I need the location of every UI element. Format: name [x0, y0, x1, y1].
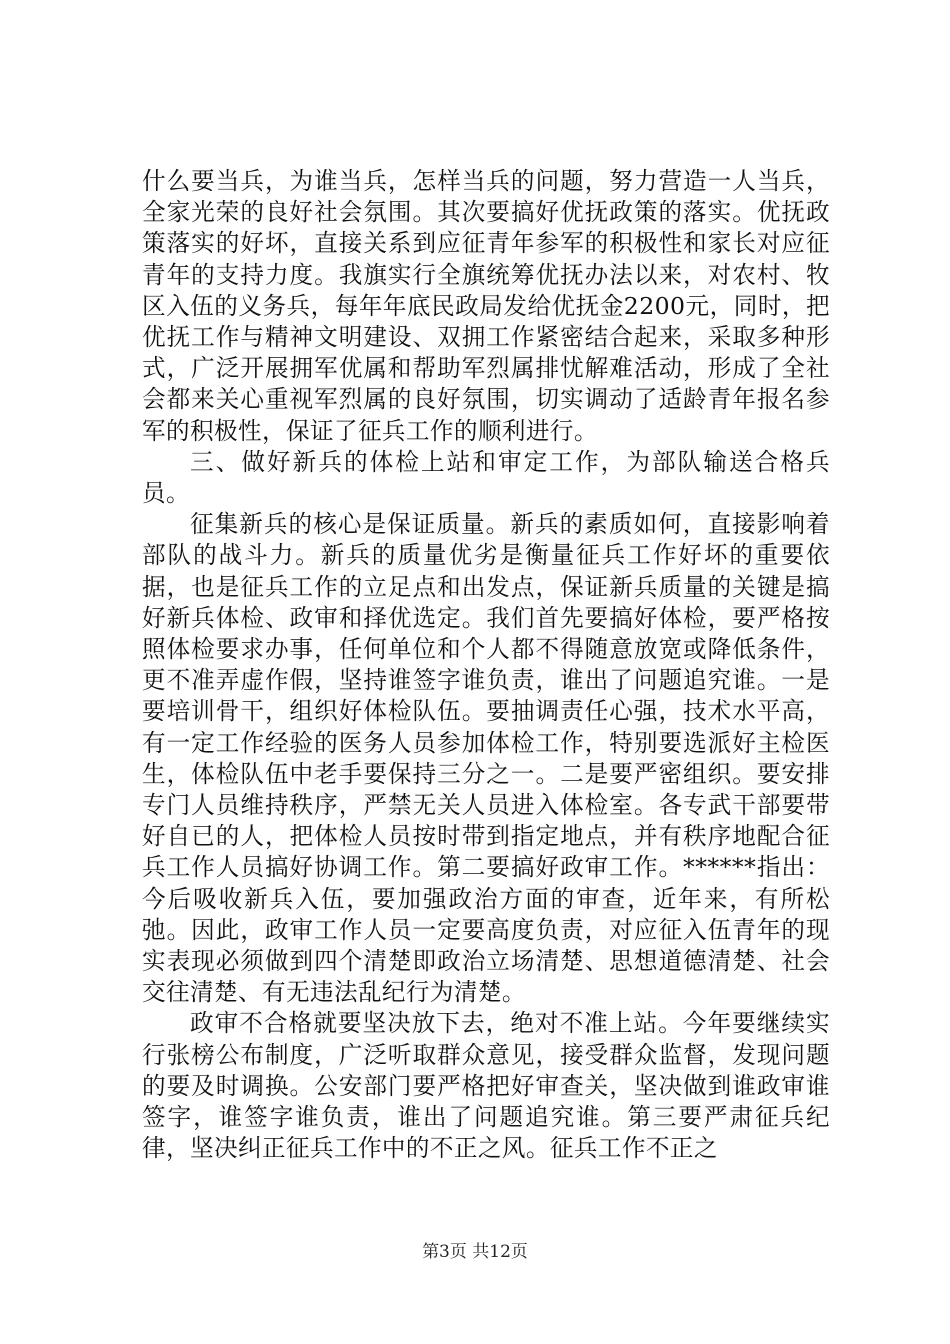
- paragraph-continuation: 什么要当兵，为谁当兵，怎样当兵的问题，努力营造一人当兵，全家光荣的良好社会氛围。其次要搞好优抚政策的落实。优抚政策落实的好坏，直接关系到应征青年参军的积极性和家长对应征青年的支持力度。我旗实行全旗统筹优抚办法以来，对农村、牧区入伍的义务兵，每年年底民政局发给优抚金2200元，同时，把优抚工作与精神文明建设、双拥工作紧密结合起来，采取多种形式，广泛开展拥军优属和帮助军烈属排忧解难活动，形成了全社会都来关心重视军烈属的良好氛围，切实调动了适龄青年报名参军的积极性，保证了征兵工作的顺利进行。: [142, 167, 830, 445]
- document-body: [142, 166, 830, 1165]
- paragraph: 征集新兵的核心是保证质量。新兵的素质如何，直接影响着部队的战斗力。新兵的质量优劣是衡量征兵工作好坏的重要依据，也是征兵工作的立足点和出发点，保证新兵质量的关键是搞好新兵体检、政审和择优选定。我们首先要搞好体检，要严格按照体检要求办事，任何单位和个人都不得随意放宽或降低条件，更不准弄虚作假，坚持谁签字谁负责，谁出了问题追究谁。一是要培训骨干，组织好体检队伍。要抽调责任心强，技术水平高，有一定工作经验的医务人员参加体检工作，特别要选派好主检医生，体检队伍中老手要保持三分之一。二是要严密组织。要安排专门人员维持秩序，严禁无关人员进入体检室。各专武干部要带好自已的人，把体检人员按时带到指定地点，并有秩序地配合征兵工作人员搞好协调工作。第二要搞好政审工作。******指出：今后吸收新兵入伍，要加强政治方面的审查，近年来，有所松弛。因此，政审工作人员一定要高度负责，对应征入伍青年的现实表现必须做到四个清楚即政治立场清楚、思想道德清楚、社会交往清楚、有无违法乱纪行为清楚。: [142, 510, 830, 1007]
- section-heading: 三、做好新兵的体检上站和审定工作，为部队输送合格兵员。: [142, 447, 830, 508]
- paragraph: 政审不合格就要坚决放下去，绝对不准上站。今年要继续实行张榜公布制度，广泛听取群众意见，接受群众监督，发现问题的要及时调换。公安部门要严格把好审查关，坚决做到谁政审谁签字，谁签字谁负责，谁出了问题追究谁。第三要严肃征兵纪律，坚决纠正征兵工作中的不正之风。征兵工作不正之: [142, 1009, 830, 1163]
- page-footer: 第3页 共12页: [422, 1242, 528, 1262]
